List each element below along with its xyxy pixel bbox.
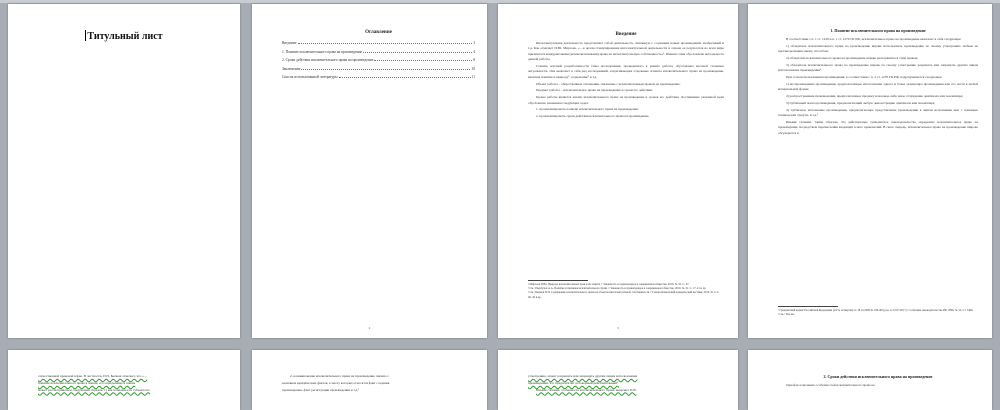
page-number: 2 [368, 326, 371, 330]
toc-entry[interactable]: 2. Сроки действия исключительного права на произведение 8 [282, 58, 475, 62]
paragraph: Иными словами, таким образом, что действующее гражданское законодательство определяет исключительное право на произведение посредством перечисления входящих в него правомочий. В свою очередь, исключительное право на произведение широко обсуждается в [778, 119, 978, 135]
paragraph: В соответствии с п. 1 ст. 1229 и п. 1 ст. 1270 ГК РФ, исключительное право на произведение включает в себя следующее: [786, 37, 962, 41]
paragraph: 3) обладатель исключительного права на произведение вправе по своему усмотрению разрешать или запрещать другим лицам использование произведения¹. [778, 62, 978, 73]
toc-entry[interactable]: Список использованной литературы 11 [282, 75, 475, 79]
page-text-fragment [528, 374, 724, 394]
page-chapter-1[interactable] [748, 4, 992, 338]
footnote: ³ См.: Бычков П.П. Содержание исключительного права на объекты интеллектуальной собственности // Северо-Кавказский юридический вестник. 2014. № 3. С. 40–42 и др. [528, 291, 720, 299]
footnote-separator [778, 306, 838, 307]
text-line: Иными словами, особенность исключительного права, выделяет П.В. [536, 387, 637, 392]
paragraph: При этом использованием произведения, в соответствии с п. 2 ст. 1270 ГК РФ, подразумевается следующее: [786, 75, 943, 79]
paragraph: 1. проанализировать понятие исключительного права на произведение; [536, 107, 639, 112]
page-text-fragment [38, 374, 226, 394]
toc-entry[interactable]: 1. Понятие исключительного права на произведение 4 [282, 49, 475, 54]
page-text-fragment [282, 374, 473, 394]
page-chapter-2[interactable] [748, 350, 992, 410]
ruler-strip [0, 0, 1000, 3]
title-page-heading[interactable]: Титульный лист [87, 31, 163, 42]
text-line: Одной из ключевых особенностей исключительного права на [786, 383, 875, 387]
page-introduction[interactable] [498, 4, 738, 338]
page-number: 3 [617, 326, 619, 330]
toc-heading: Оглавление [365, 30, 392, 35]
paragraph: Степень научной разработанности темы исследования, проведенного в рамках работы, обусловлена весомой степенью актуальности. Она включает в себя ряд исследований, затрагивающих отдельные аспекты исключительного права на произведение, включая понятие и природу², содержание³ и т.д. [528, 64, 724, 79]
paragraph: 2. проанализировать сроки действия исключительного права на произведение. [536, 114, 650, 119]
table-of-contents [282, 30, 475, 82]
text-line: 2. возникновение исключительного права на произведение связано с [290, 374, 390, 378]
page-5[interactable] [8, 350, 240, 410]
chapter-2-heading: 2. Сроки действия исключительного права на произведение [823, 374, 933, 379]
toc-entry[interactable]: Введение 3 [282, 41, 475, 45]
introduction-body [528, 32, 724, 121]
page-7[interactable] [498, 350, 738, 410]
paragraph: 3) публичный показ произведения, предполагающий любую демонстрацию оригинала или экземпляра; [786, 100, 936, 105]
page-text-fragment [778, 374, 978, 390]
paragraph: 2) распространение произведения, предполагающее продажу или какое-либо иное отчуждение оригинала или экземпляра; [786, 94, 964, 98]
page-title-sheet[interactable] [8, 4, 240, 338]
paragraph: Предмет работы – исключительное право на произведение и сроки его действия. [536, 88, 653, 93]
text-line: усмотрению, может разрешать или запрещать другим лицам использование [528, 374, 638, 378]
text-line: произведения, факт регистрации произведения и т.д.² [282, 387, 360, 392]
footnote: ² См.: Пырбулов А.А. Понятие и признаки исключительного права // Законность и правопорядок в современном обществе. 2016. № 31. С. 17–21 и др. [528, 287, 707, 291]
text-line: наличием юридических фактов, к числу которых относятся факт создания [282, 380, 390, 385]
page-6[interactable] [252, 350, 487, 410]
paragraph: 1) воспроизведение произведения, предполагающее изготовление одного и более экземпляра произведения или его части в любой материальной форме; [778, 81, 978, 92]
footnote-separator [528, 280, 588, 281]
paragraph: Объект работы – общественные отношения, связанные с исключительным правом на произведение. [536, 81, 681, 86]
paragraph: 1) обладатель исключительного права на произведение вправе использовать произведение по своему усмотрению любым не противоречащим закону способом; [778, 43, 978, 54]
paragraph: 4) публичное исполнение произведения, предполагающее представление произведения в живом исполнении или с помощью технических средств, и т.д.² [778, 107, 978, 117]
footnote: ² См.: Там же. [778, 313, 795, 317]
text-line: может рассматриваться следующим образом, 1) как возможность субъекта по [38, 387, 150, 392]
footnotes [778, 309, 978, 317]
toc-entry[interactable]: Заключение 10 [282, 66, 475, 71]
page-table-of-contents[interactable] [252, 4, 487, 338]
footnotes [528, 283, 724, 300]
chapter-1-body [778, 28, 978, 137]
chapter-1-heading: 1. Понятие исключительного права на произведение [830, 28, 926, 33]
text-line: произведения, что предполагает договорный действительный¹. [528, 380, 619, 385]
text-line: понятие исключительного права в законе, его определение в законе [38, 380, 136, 385]
paragraph: 2) обладатель исключительного права на произведение вправе распоряжаться этим правом; [786, 56, 919, 60]
introduction-heading: Введение [615, 32, 637, 37]
paragraph: Интеллектуальная деятельность представляет собой деятельность, связанную с созданием новых произведений, изобретений и т.д. Как отмечает И.Ю. Мирзоев, «…в целом стимулирование интеллектуальной деятельности и охрана ее результатов во всем мире признаются конкурентными (исключительными) права на интеллектуальную собственность»¹. Именно этим обусловлена актуальность данной работы. [528, 41, 724, 62]
footnote: ¹ Мирзоев И.Ю. Природа исключительных прав и их защита // Законность и правопорядок в современном обществе. 2016. № 32. С. 47. [528, 283, 690, 286]
paragraph: Целью работы является анализ исключительного права на произведение и сроков его действия. Достижению указанной цели обусловлено решением следующих задач: [528, 95, 724, 105]
footnote: ¹ Гражданский кодекс Российской Федерации (часть четвертая) от 18.12.2006 № 230-ФЗ (ред. от 01.07.2017) // Собрание законодательства РФ. 2006. № 52. Ст. 5496. [778, 309, 974, 312]
text-line: отечественной правовой науке. В частности, П.П. Бычков отмечает, что «… [38, 374, 148, 378]
